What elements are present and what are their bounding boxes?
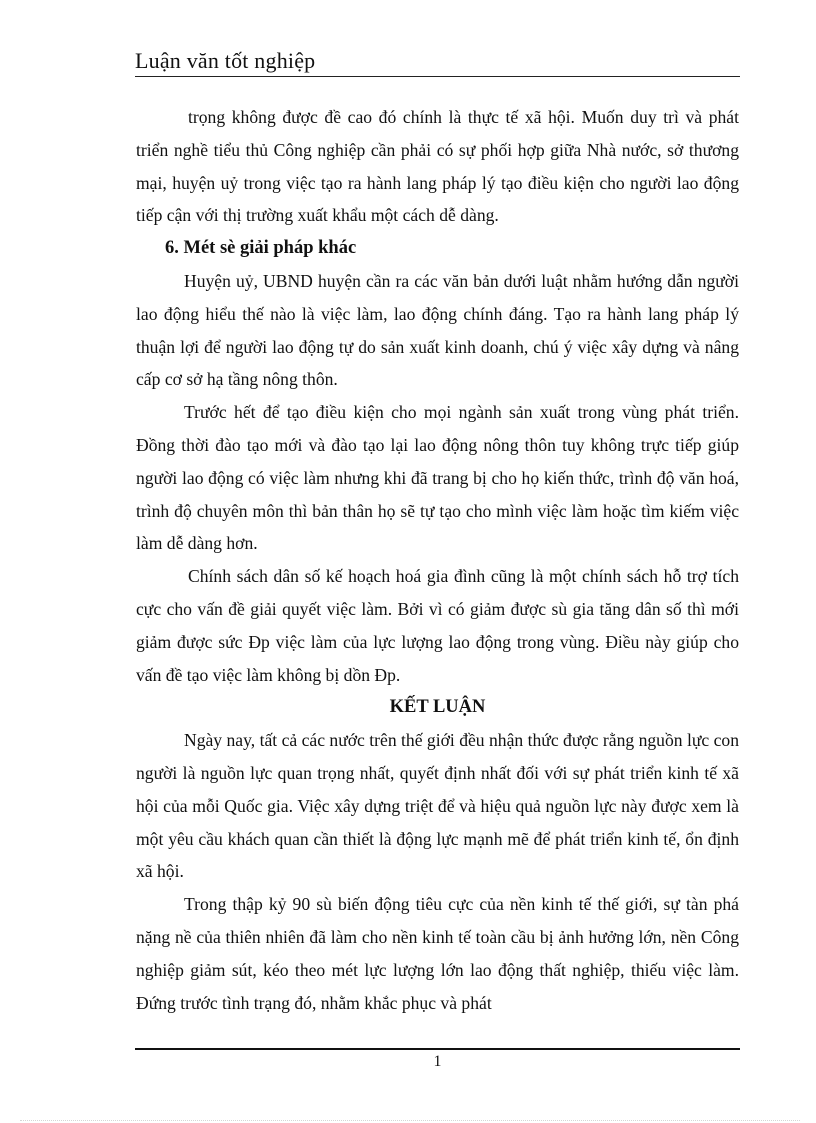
running-header-title: Luận văn tốt nghiệp [135,48,316,73]
paragraph: Trước hết để tạo điều kiện cho mọi ngành sản xuất trong vùng phát triển. Đồng thời đào tạo mới và đào tạo lại lao động nông thôn tuy không trực tiếp giúp người lao động có việc làm nhưng khi đã trang bị cho họ kiến thức, trình độ văn hoá, trình độ chuyên môn thì bản thân họ sẽ tự tạo cho mình việc làm hoặc tìm kiếm việc làm dễ dàng hơn. [136,402,739,554]
paragraph: Trong thập kỷ 90 sù biến động tiêu cực của nền kinh tế thế giới, sự tàn phá nặng nề của thiên nhiên đã làm cho nền kinh tế toàn cầu bị ảnh hưởng lớn, nền Công nghiệp giảm sút, kéo theo mét lực lượng lớn lao động thất nghiệp, thiếu việc làm. Đứng trước tình trạng đó, nhằm khắc phục và phát [136,894,739,1013]
page-number: 1 [433,1053,442,1070]
paragraph: Huyện uỷ, UBND huyện cần ra các văn bản dưới luật nhằm hướng dẫn người lao động hiểu thế nào là việc làm, lao động chính đáng. Tạo ra hành lang pháp lý thuận lợi để người lao động tự do sản xuất kinh doanh, chú ý việc xây dựng và nâng cấp cơ sở hạ tầng nông thôn. [136,270,739,390]
page-body [136,101,739,1019]
paragraph: Chính sách dân số kế hoạch hoá gia đình cũng là một chính sách hỗ trợ tích cực cho vấn đề giải quyết việc làm. Bởi vì có giảm được sù gia tăng dân số thì mới giảm được sức Ðp việc làm của lực lượng lao động trong vùng. Điều này giúp cho vấn đề tạo việc làm không bị dồn Ðp. [136,566,739,685]
paragraph: Ngày nay, tất cả các nước trên thế giới đều nhận thức được rằng nguồn lực con người là nguồn lực quan trọng nhất, quyết định nhất đối với sự phát triển kinh tế xã hội của mỗi Quốc gia. Việc xây dựng triệt để và hiệu quả nguồn lực này được xem là một yêu cầu khách quan cần thiết là động lực mạnh mẽ để phát triển kinh tế, ổn định xã hội. [136,730,739,882]
paragraph-continuation: trọng không được đề cao đó chính là thực tế xã hội. Muốn duy trì và phát triển nghề tiểu thủ Công nghiệp cần phải có sự phối hợp giữa Nhà nước, sở thương mại, huyện uỷ trong việc tạo ra hành lang pháp lý tạo điều kiện cho người lao động tiếp cận với thị trường xuất khẩu một cách dễ dàng. [136,107,739,226]
footer-divider [135,1048,740,1050]
page-edge-divider [20,1120,800,1121]
section-heading: 6. Mét sè giải pháp khác [165,238,357,259]
header-divider [135,76,740,77]
chapter-heading: KẾT LUẬN [389,697,486,718]
